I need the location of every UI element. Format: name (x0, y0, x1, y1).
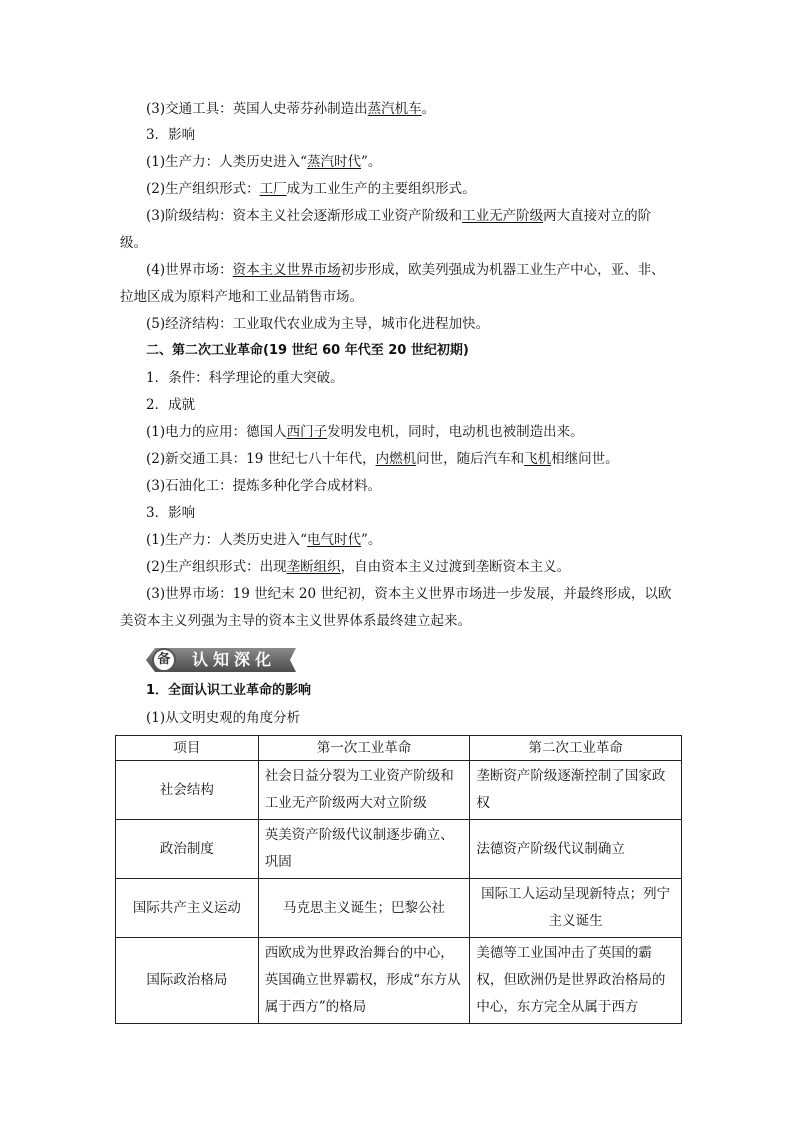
underlined-term: 西门子 (286, 424, 328, 440)
world-market-wrap: 拉地区成为原料产地和工业品销售市场。 (120, 289, 363, 305)
underlined-term: 内燃机 (375, 451, 417, 467)
table-row (116, 761, 682, 820)
table-cell: 美德等工业国冲击了英国的霸权，但欧洲仍是世界政治格局的中心，东方完全从属于西方 (470, 938, 682, 1024)
underlined-term: 电气时代 (307, 532, 362, 548)
table-row (116, 820, 682, 879)
underlined-term: 资本主义世界市场 (232, 262, 341, 278)
underlined-term: 垄断组织 (286, 559, 341, 575)
table-cell: 法德资产阶级代议制确立 (470, 820, 682, 879)
underlined-term: 工厂 (259, 181, 287, 197)
table-header: 项目 (116, 736, 259, 761)
underlined-term: 工业无产阶级 (462, 208, 544, 224)
table-cell: 马克思主义诞生；巴黎公社 (258, 879, 470, 938)
class-structure-wrap: 级。 (120, 235, 147, 251)
underlined-term: 飞机 (524, 451, 552, 467)
section-banner (146, 646, 296, 674)
table-cell-item: 政治制度 (116, 820, 259, 879)
organization-line: (2)生产组织形式：工厂成为工业生产的主要组织形式。 (146, 181, 476, 197)
productivity-line: (1)生产力：人类历史进入“蒸汽时代”。 (146, 154, 382, 170)
section-heading: 二、第二次工业革命(19 世纪 60 年代至 20 世纪初期) (146, 343, 469, 358)
achievements-heading: 2．成就 (146, 397, 196, 413)
deepen-subheading: (1)从文明史观的角度分析 (146, 710, 301, 726)
table-cell: 垄断资产阶级逐渐控制了国家政权 (470, 761, 682, 820)
banner-badge-icon: 备 (152, 648, 176, 672)
world-market-line-2: (3)世界市场：19 世纪末 20 世纪初，资本主义世界市场进一步发展，并最终形成，以欧 (146, 586, 672, 602)
world-market-line: (4)世界市场：资本主义世界市场初步形成，欧美列强成为机器工业生产中心，亚、非、 (146, 262, 665, 278)
organization-line-2: (2)生产组织形式：出现垄断组织，自由资本主义过渡到垄断资本主义。 (146, 559, 571, 575)
table-cell-item: 国际共产主义运动 (116, 879, 259, 938)
underlined-term: 蒸汽时代 (307, 154, 362, 170)
deepen-heading: 1．全面认识工业革命的影响 (146, 683, 312, 698)
impact-heading-2: 3．影响 (146, 505, 196, 521)
economic-structure-line: (5)经济结构：工业取代农业成为主导，城市化进程加快。 (146, 316, 490, 332)
transport-line: (3)交通工具：英国人史蒂芬孙制造出蒸汽机车。 (146, 101, 436, 117)
banner-title: 认知深化 (192, 650, 277, 669)
world-market-wrap-2: 美资本主义列强为主导的资本主义世界体系最终建立起来。 (120, 613, 471, 629)
underlined-term: 蒸汽机车 (367, 101, 422, 117)
electricity-line: (1)电力的应用：德国人西门子发明发电机，同时，电动机也被制造出来。 (146, 424, 584, 440)
table-header: 第一次工业革命 (258, 736, 470, 761)
table-row (116, 938, 682, 1024)
class-structure-line: (3)阶级结构：资本主义社会逐渐形成工业资产阶级和工业无产阶级两大直接对立的阶 (146, 208, 652, 224)
table-cell: 国际工人运动呈现新特点；列宁主义诞生 (470, 879, 682, 938)
table-cell-item: 国际政治格局 (116, 938, 259, 1024)
conditions-line: 1．条件：科学理论的重大突破。 (146, 370, 344, 386)
productivity-line-2: (1)生产力：人类历史进入“电气时代”。 (146, 532, 382, 548)
table-cell: 英美资产阶级代议制逐步确立、巩固 (258, 820, 470, 879)
table-header: 第二次工业革命 (470, 736, 682, 761)
new-transport-line: (2)新交通工具：19 世纪七八十年代，内燃机问世，随后汽车和飞机相继问世。 (146, 451, 619, 467)
impact-heading: 3．影响 (146, 127, 196, 143)
table-cell: 西欧成为世界政治舞台的中心，英国确立世界霸权，形成“东方从属于西方”的格局 (258, 938, 470, 1024)
petrochem-line: (3)石油化工：提炼多种化学合成材料。 (146, 478, 382, 494)
table-cell-item: 社会结构 (116, 761, 259, 820)
table-header-row (116, 736, 682, 761)
table-cell: 社会日益分裂为工业资产阶级和工业无产阶级两大对立阶级 (258, 761, 470, 820)
comparison-table (115, 735, 682, 1024)
table-row (116, 879, 682, 938)
